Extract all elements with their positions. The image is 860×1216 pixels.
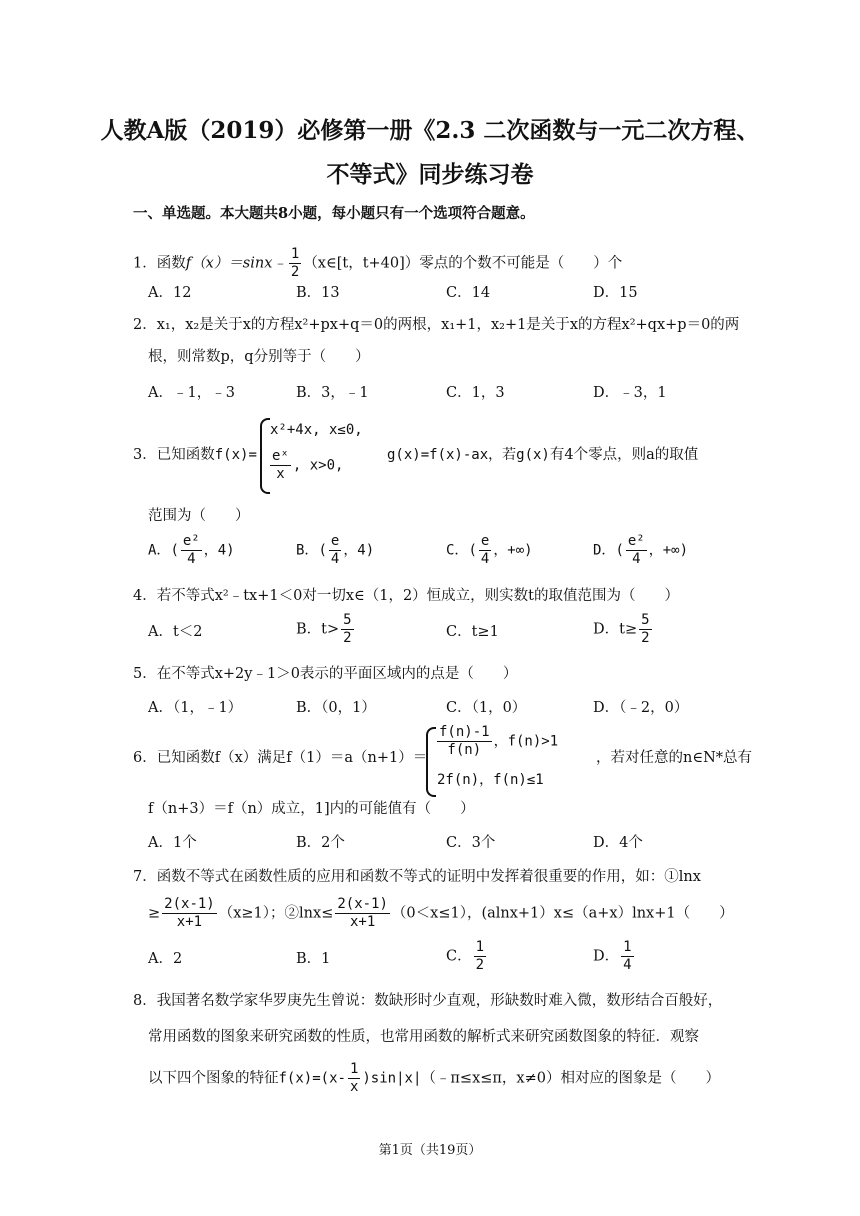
q3-d-post: ，+∞)	[648, 542, 689, 559]
q3-c-num: e	[480, 533, 490, 549]
question-2-line-2: 根，则常数p，q分别等于（ ）	[148, 349, 370, 365]
q7-d-num: 1	[623, 939, 632, 955]
q7-frac-1-num: 2(x-1)	[164, 896, 215, 912]
q4-b-den: 2	[343, 630, 352, 646]
q7-c-num: 1	[475, 939, 485, 955]
q7-option-d	[593, 939, 636, 974]
q7-frac-2-den: x+1	[349, 914, 376, 930]
q4-option-d	[593, 612, 654, 647]
q7-frac-1-den: x+1	[176, 914, 203, 930]
q7-frac-1	[162, 896, 217, 931]
q3-option-d: D．( $\frac{\text{e²}}{4}$ ，+∞)	[593, 533, 689, 567]
q4-d-frac	[639, 612, 651, 647]
q3-condition	[387, 445, 698, 465]
q2-option-c: C．1，3	[446, 385, 505, 401]
q3-suffix: 有4个零点，则a的取值	[549, 447, 699, 463]
question-1	[133, 246, 622, 281]
q3-d-den: 4	[632, 551, 641, 567]
q7-option-a: A．2	[148, 951, 183, 967]
q1-fraction	[289, 246, 301, 281]
q8-frac-den: x	[349, 1079, 359, 1095]
q3-prefix-text: 3．已知函数	[133, 447, 215, 463]
q7-frac-2-num: 2(x-1)	[337, 896, 388, 912]
q6-case-1-num: f(n)-1	[439, 724, 490, 740]
q1-option-d: D．15	[593, 285, 638, 301]
q1-option-c: C．14	[446, 285, 491, 301]
q3-b-den: 4	[330, 551, 340, 567]
q3-case-2-den: x	[276, 466, 285, 482]
q3-option-a: A．( $\frac{\text{e²}}{4}$ ，4)	[148, 533, 235, 567]
q7-d-den: 4	[623, 957, 632, 973]
q4-option-c: C．t≥1	[446, 624, 499, 640]
q7-d-label: D．	[593, 948, 620, 965]
q4-d-label: D．t≥	[593, 621, 638, 638]
q4-b-num: 5	[343, 612, 352, 628]
question-4: 4．若不等式x²﹣tx+1＜0对一切x∈（1，2）恒成立，则实数t的取值范围为（ ）	[133, 588, 680, 604]
q1-frac-numerator: 1	[290, 246, 300, 262]
q3-case-1: x²+4x, x≤0,	[270, 422, 363, 438]
q1-option-b: B．13	[296, 285, 340, 301]
q3-a-num: e²	[182, 533, 200, 549]
question-3-line-2: 范围为（ ）	[148, 508, 250, 524]
q3-c-label: C．	[446, 542, 469, 559]
q3-d-label: D．	[593, 542, 616, 559]
q3-a-den: 4	[187, 551, 196, 567]
q3-a-frac	[181, 533, 202, 568]
q4-d-num: 5	[641, 612, 650, 628]
q8-sin: )sin|x|	[362, 1070, 422, 1087]
q7-option-c	[446, 939, 488, 974]
q8-prefix: 以下四个图象的特征	[148, 1070, 279, 1087]
q6-option-a: A．1个	[148, 835, 197, 851]
question-8-line-1: 8．我国著名数学家华罗庚先生曾说：数缺形时少直观，形缺数时难入微，数形结合百般好，	[133, 993, 723, 1009]
question-5: 5．在不等式x+2y﹣1＞0表示的平面区域内的点是（ ）	[133, 666, 518, 682]
q3-b-label: B．	[296, 542, 319, 559]
q3-case-2	[268, 448, 343, 483]
q6-option-d: D．4个	[593, 835, 643, 851]
q3-b-num: e	[330, 533, 340, 549]
q4-option-a: A．t＜2	[148, 624, 203, 640]
q3-b-post: ，4)	[343, 542, 375, 559]
q3-a-label: A．	[148, 542, 171, 559]
q8-suffix: （﹣π≤x≤π，x≠0）相对应的图象是（ ）	[421, 1070, 720, 1087]
q7-suffix: （0＜x≤1），(alnx+1）x≤（a+x）lnx+1（ ）	[391, 905, 734, 922]
question-7-line-1: 7．函数不等式在函数性质的应用和函数不等式的证明中发挥着很重要的作用，如：①lnx	[133, 869, 701, 885]
q4-b-label: B．t>	[296, 621, 340, 638]
q3-option-c: C．( $\frac{e}{4}$ ，+∞)	[446, 533, 533, 567]
q5-option-b: B．（0，1）	[296, 700, 376, 716]
question-6-line-2: f（n+3）＝f（n）成立，1]内的可能值有（ ）	[148, 801, 475, 817]
q7-frac-2	[335, 896, 390, 931]
q7-c-frac	[474, 939, 486, 974]
q1-suffix: （x∈[t，t+40]）零点的个数不可能是（ ）个	[303, 255, 623, 272]
q7-c-den: 2	[475, 957, 485, 973]
q3-case-2-num: eˣ	[272, 448, 289, 464]
document-title-line-1: 人教A版（2019）必修第一册《2.3 二次函数与一元二次方程、	[100, 117, 760, 144]
q3-case-2-cond: , x>0,	[292, 457, 344, 474]
q4-d-den: 2	[641, 630, 650, 646]
q4-b-frac	[341, 612, 353, 647]
q8-frac-num: 1	[349, 1061, 359, 1077]
q1-prefix: 1．函数	[133, 255, 186, 272]
q3-c-den: 4	[480, 551, 490, 567]
q5-option-a: A．（1，﹣1）	[148, 700, 243, 716]
q3-c-post: ，+∞)	[493, 542, 533, 559]
q3-fx: f(x)=	[214, 447, 257, 463]
q3-case-2-fraction	[270, 448, 291, 483]
q3-d-frac	[626, 533, 647, 568]
q6-case-1	[435, 724, 558, 759]
q6-prefix: 6．已知函数f（x）满足f（1）＝a（n+1）＝	[133, 750, 428, 766]
q3-c-frac	[479, 533, 491, 568]
section-heading: 一、单选题。本大题共8小题，每小题只有一个选项符合题意。	[133, 205, 535, 222]
q1-frac-denominator: 2	[290, 264, 300, 280]
q7-c-label: C．	[446, 948, 472, 965]
q7-d-frac	[621, 939, 633, 974]
question-8-line-3	[148, 1061, 720, 1096]
page-footer: 第1页（共19页）	[378, 1143, 482, 1158]
question-2-line-1: 2．x₁，x₂是关于x的方程x²+px+q＝0的两根，x₁+1，x₂+1是关于x的方程x²+qx+p＝0的两	[133, 317, 740, 333]
q3-g-def: g(x)=f(x)-ax，若g(x)	[387, 447, 550, 463]
q7-option-b: B．1	[296, 951, 331, 967]
q6-suffix: ，若对任意的n∈N*总有	[596, 750, 753, 766]
q8-function: f(x)=(x-	[278, 1070, 346, 1087]
document-title-line-2: 不等式》同步练习卷	[326, 161, 534, 188]
question-7-line-2	[148, 896, 734, 931]
q2-option-a: A．﹣1，﹣3	[148, 385, 235, 401]
q2-option-d: D．﹣3，1	[593, 385, 667, 401]
q8-frac	[348, 1061, 360, 1096]
q6-case-2: 2f(n)，f(n)≤1	[437, 772, 544, 788]
q6-case-1-cond: ，f(n)>1	[493, 733, 559, 750]
q3-prefix	[133, 445, 257, 465]
q3-a-post: ，4)	[203, 542, 235, 559]
q4-option-b	[296, 612, 356, 647]
q6-case-1-den: f(n)	[447, 742, 482, 758]
q5-option-c: C．（1，0）	[446, 700, 527, 716]
q3-d-num: e²	[627, 533, 645, 549]
q3-b-frac	[329, 533, 341, 568]
q2-option-b: B．3，﹣1	[296, 385, 369, 401]
question-8-line-2: 常用函数的图象来研究函数的性质，也常用函数的解析式来研究函数图象的特征．观察	[148, 1029, 699, 1045]
q5-option-d: D．（﹣2，0）	[593, 700, 689, 716]
q6-option-c: C．3个	[446, 835, 496, 851]
q7-geq: ≥	[148, 905, 161, 922]
q1-option-a: A．12	[148, 285, 192, 301]
q6-option-b: B．2个	[296, 835, 345, 851]
q3-option-b: B．( $\frac{e}{4}$ ，4)	[296, 533, 375, 567]
q1-function: f（x）＝sinx﹣	[185, 255, 287, 272]
q6-case-1-frac	[437, 724, 492, 759]
q7-mid: （x≥1）；②lnx≤	[218, 905, 334, 922]
